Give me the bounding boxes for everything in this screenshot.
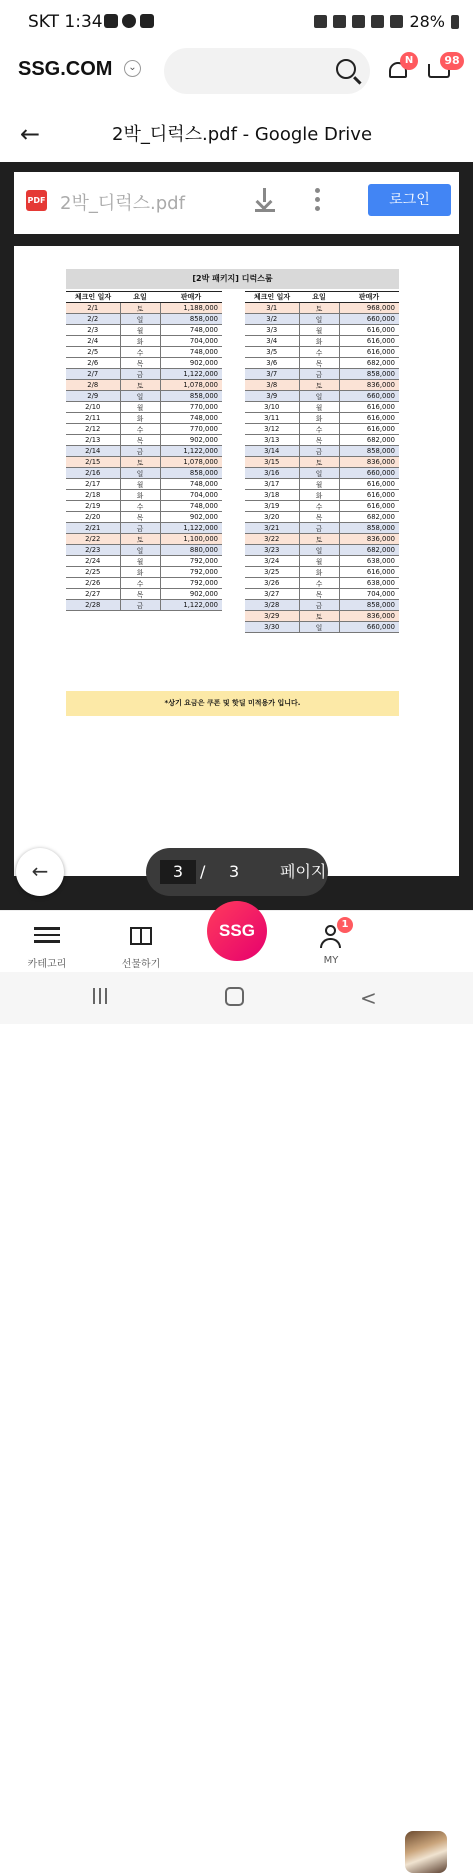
page-total: 3 — [229, 862, 240, 881]
price-cell: 770,000 — [160, 424, 222, 435]
price-cell: 682,000 — [339, 512, 399, 523]
day-cell: 월 — [299, 556, 339, 567]
day-cell: 월 — [299, 402, 339, 413]
login-button[interactable]: 로그인 — [368, 184, 451, 216]
table-row — [66, 303, 222, 314]
page-label: 페이지 — [280, 862, 327, 881]
price-cell: 748,000 — [160, 501, 222, 512]
status-bar — [0, 0, 473, 44]
day-cell: 화 — [299, 490, 339, 501]
day-cell: 목 — [120, 512, 160, 523]
table-row — [245, 347, 399, 358]
date-cell: 3/27 — [245, 589, 299, 600]
user-icon — [319, 919, 349, 949]
table-row — [245, 501, 399, 512]
table-row — [66, 567, 222, 578]
notification-badge: N — [400, 52, 418, 70]
more-options-icon[interactable] — [315, 188, 321, 212]
date-cell: 2/11 — [66, 413, 120, 424]
table-row — [245, 303, 399, 314]
date-cell: 3/19 — [245, 501, 299, 512]
table-row — [66, 380, 222, 391]
chevron-down-icon[interactable]: ⌄ — [124, 60, 141, 77]
table-row — [245, 545, 399, 556]
table-row — [245, 512, 399, 523]
day-cell: 목 — [120, 435, 160, 446]
day-cell: 토 — [299, 457, 339, 468]
date-cell: 3/20 — [245, 512, 299, 523]
date-cell: 2/14 — [66, 446, 120, 457]
date-cell: 2/6 — [66, 358, 120, 369]
table-row — [245, 336, 399, 347]
price-cell: 770,000 — [160, 402, 222, 413]
date-cell: 3/14 — [245, 446, 299, 457]
day-cell: 일 — [120, 314, 160, 325]
day-cell: 금 — [120, 369, 160, 380]
price-cell: 968,000 — [339, 303, 399, 314]
price-cell: 660,000 — [339, 468, 399, 479]
day-cell: 수 — [120, 578, 160, 589]
date-cell: 2/8 — [66, 380, 120, 391]
system-navigation-bar — [0, 972, 473, 1024]
price-cell: 902,000 — [160, 435, 222, 446]
table-row — [245, 457, 399, 468]
day-cell: 화 — [120, 336, 160, 347]
date-cell: 3/12 — [245, 424, 299, 435]
day-cell: 목 — [299, 512, 339, 523]
price-cell: 704,000 — [339, 589, 399, 600]
date-cell: 2/21 — [66, 523, 120, 534]
price-cell: 748,000 — [160, 347, 222, 358]
day-cell: 토 — [299, 303, 339, 314]
file-toolbar — [14, 172, 459, 234]
price-cell: 660,000 — [339, 391, 399, 402]
price-cell: 616,000 — [339, 413, 399, 424]
day-cell: 토 — [299, 534, 339, 545]
table-row — [245, 413, 399, 424]
recent-item-thumbnail[interactable] — [405, 1831, 447, 1873]
cart-badge: 98 — [440, 52, 464, 70]
table-row — [245, 556, 399, 567]
price-cell: 660,000 — [339, 314, 399, 325]
day-cell: 월 — [120, 325, 160, 336]
table-row — [66, 358, 222, 369]
date-cell: 2/28 — [66, 600, 120, 611]
day-cell: 월 — [120, 402, 160, 413]
day-cell: 일 — [299, 468, 339, 479]
day-cell: 수 — [299, 424, 339, 435]
date-cell: 2/19 — [66, 501, 120, 512]
day-cell: 토 — [299, 611, 339, 622]
date-cell: 3/26 — [245, 578, 299, 589]
date-cell: 3/29 — [245, 611, 299, 622]
day-cell: 수 — [120, 501, 160, 512]
ssg-header — [0, 44, 473, 100]
table-row — [245, 314, 399, 325]
price-cell: 858,000 — [160, 391, 222, 402]
table-row — [245, 567, 399, 578]
table-row — [66, 336, 222, 347]
status-time: SKT 1:34 — [28, 12, 103, 32]
date-cell: 2/2 — [66, 314, 120, 325]
day-cell: 금 — [120, 600, 160, 611]
table-row — [245, 446, 399, 457]
price-cell: 836,000 — [339, 457, 399, 468]
recents-icon[interactable] — [93, 988, 111, 1006]
price-cell: 616,000 — [339, 347, 399, 358]
table-row — [245, 424, 399, 435]
youtube-icon — [140, 14, 154, 28]
price-cell: 616,000 — [339, 490, 399, 501]
day-cell: 월 — [299, 325, 339, 336]
day-cell: 월 — [299, 479, 339, 490]
table-row — [245, 600, 399, 611]
day-cell: 수 — [120, 424, 160, 435]
day-cell: 일 — [120, 391, 160, 402]
date-cell: 3/30 — [245, 622, 299, 633]
table-row — [66, 490, 222, 501]
pdf-viewer — [0, 162, 473, 910]
table-row — [245, 380, 399, 391]
date-cell: 3/5 — [245, 347, 299, 358]
signal-icon — [390, 15, 403, 28]
table-row — [66, 589, 222, 600]
price-cell: 858,000 — [339, 523, 399, 534]
price-cell: 1,122,000 — [160, 600, 222, 611]
column-header-price: 판매가 — [339, 292, 399, 303]
date-cell: 2/3 — [66, 325, 120, 336]
search-input[interactable] — [164, 48, 370, 94]
price-cell: 616,000 — [339, 567, 399, 578]
column-header-date: 체크인 일자 — [245, 292, 299, 303]
table-row — [245, 534, 399, 545]
price-cell: 616,000 — [339, 336, 399, 347]
download-icon[interactable] — [254, 188, 276, 212]
price-cell: 1,122,000 — [160, 369, 222, 380]
gift-icon — [130, 927, 152, 945]
table-row — [245, 622, 399, 633]
table-row — [66, 391, 222, 402]
price-cell: 858,000 — [160, 314, 222, 325]
table-row — [245, 402, 399, 413]
date-cell: 3/1 — [245, 303, 299, 314]
table-row — [66, 523, 222, 534]
day-cell: 토 — [120, 380, 160, 391]
nav-gift-label: 선물하기 — [121, 959, 161, 970]
price-cell: 682,000 — [339, 545, 399, 556]
date-cell: 2/1 — [66, 303, 120, 314]
date-cell: 2/26 — [66, 578, 120, 589]
battery-text: 28% — [409, 12, 445, 31]
date-cell: 2/16 — [66, 468, 120, 479]
price-cell: 836,000 — [339, 380, 399, 391]
drive-title-bar — [0, 100, 473, 162]
table-row — [66, 413, 222, 424]
table-row — [66, 457, 222, 468]
home-icon[interactable] — [225, 987, 244, 1006]
date-cell: 2/9 — [66, 391, 120, 402]
alarm-icon — [333, 15, 346, 28]
price-cell: 616,000 — [339, 325, 399, 336]
table-row — [245, 391, 399, 402]
price-cell: 858,000 — [160, 468, 222, 479]
day-cell: 금 — [299, 523, 339, 534]
price-cell: 616,000 — [339, 479, 399, 490]
price-cell: 858,000 — [339, 600, 399, 611]
date-cell: 3/8 — [245, 380, 299, 391]
day-cell: 목 — [299, 358, 339, 369]
day-cell: 토 — [120, 534, 160, 545]
document-title: [2박 패키지] 디럭스룸 — [66, 269, 399, 289]
date-cell: 3/21 — [245, 523, 299, 534]
date-cell: 3/23 — [245, 545, 299, 556]
date-cell: 2/10 — [66, 402, 120, 413]
page-separator: / — [200, 862, 206, 881]
status-right — [314, 12, 459, 31]
table-row — [245, 435, 399, 446]
price-cell: 792,000 — [160, 556, 222, 567]
date-cell: 2/18 — [66, 490, 120, 501]
price-cell: 858,000 — [339, 446, 399, 457]
nav-category-label: 카테고리 — [27, 959, 67, 970]
table-row — [66, 578, 222, 589]
date-cell: 3/2 — [245, 314, 299, 325]
cart-button[interactable] — [428, 54, 460, 84]
column-header-day: 요일 — [120, 292, 160, 303]
date-cell: 2/13 — [66, 435, 120, 446]
price-cell: 638,000 — [339, 578, 399, 589]
price-cell: 792,000 — [160, 578, 222, 589]
date-cell: 2/4 — [66, 336, 120, 347]
price-cell: 836,000 — [339, 611, 399, 622]
date-cell: 3/28 — [245, 600, 299, 611]
date-cell: 3/7 — [245, 369, 299, 380]
day-cell: 화 — [120, 567, 160, 578]
table-row — [245, 369, 399, 380]
date-cell: 2/12 — [66, 424, 120, 435]
wifi-icon — [371, 15, 384, 28]
date-cell: 2/7 — [66, 369, 120, 380]
page-indicator[interactable] — [146, 848, 328, 896]
table-row — [66, 501, 222, 512]
date-cell: 2/23 — [66, 545, 120, 556]
day-cell: 토 — [120, 303, 160, 314]
table-row — [66, 534, 222, 545]
day-cell: 수 — [299, 578, 339, 589]
day-cell: 화 — [120, 413, 160, 424]
date-cell: 3/22 — [245, 534, 299, 545]
back-fab-arrow-icon[interactable]: ← — [16, 848, 64, 896]
table-row — [245, 490, 399, 501]
price-cell: 1,078,000 — [160, 380, 222, 391]
date-cell: 3/9 — [245, 391, 299, 402]
price-cell: 748,000 — [160, 413, 222, 424]
back-chevron-icon[interactable]: < — [360, 986, 377, 1010]
day-cell: 화 — [299, 336, 339, 347]
price-cell: 858,000 — [339, 369, 399, 380]
search-icon[interactable] — [336, 59, 356, 79]
day-cell: 일 — [299, 545, 339, 556]
date-cell: 2/17 — [66, 479, 120, 490]
day-cell: 금 — [120, 446, 160, 457]
day-cell: 월 — [120, 479, 160, 490]
day-cell: 수 — [120, 347, 160, 358]
date-cell: 3/17 — [245, 479, 299, 490]
price-table-february — [66, 291, 222, 611]
price-cell: 1,188,000 — [160, 303, 222, 314]
price-cell: 836,000 — [339, 534, 399, 545]
table-row — [66, 435, 222, 446]
table-row — [245, 589, 399, 600]
price-cell: 1,078,000 — [160, 457, 222, 468]
day-cell: 금 — [299, 446, 339, 457]
mute-icon — [352, 15, 365, 28]
price-cell: 704,000 — [160, 336, 222, 347]
table-row — [66, 314, 222, 325]
price-cell: 682,000 — [339, 435, 399, 446]
price-cell: 704,000 — [160, 490, 222, 501]
date-cell: 2/22 — [66, 534, 120, 545]
price-note: *상기 요금은 쿠폰 및 핫딜 미적용가 입니다. — [66, 691, 399, 716]
date-cell: 3/10 — [245, 402, 299, 413]
date-cell: 3/6 — [245, 358, 299, 369]
pdf-file-icon: PDF — [26, 190, 47, 211]
day-cell: 토 — [299, 380, 339, 391]
price-cell: 748,000 — [160, 479, 222, 490]
day-cell: 일 — [299, 622, 339, 633]
date-cell: 3/25 — [245, 567, 299, 578]
day-cell: 화 — [299, 413, 339, 424]
price-cell: 616,000 — [339, 424, 399, 435]
day-cell: 수 — [299, 501, 339, 512]
date-cell: 3/18 — [245, 490, 299, 501]
day-cell: 월 — [120, 556, 160, 567]
day-cell: 금 — [299, 369, 339, 380]
date-cell: 2/27 — [66, 589, 120, 600]
date-cell: 2/24 — [66, 556, 120, 567]
date-cell: 3/16 — [245, 468, 299, 479]
back-arrow-icon[interactable]: ← — [20, 120, 41, 148]
nav-my-label: MY — [323, 955, 339, 966]
notification-button[interactable] — [387, 55, 414, 82]
day-cell: 목 — [299, 589, 339, 600]
price-cell: 616,000 — [339, 501, 399, 512]
price-cell: 880,000 — [160, 545, 222, 556]
price-cell: 660,000 — [339, 622, 399, 633]
date-cell: 3/11 — [245, 413, 299, 424]
day-cell: 일 — [299, 314, 339, 325]
price-cell: 902,000 — [160, 512, 222, 523]
table-row — [245, 578, 399, 589]
date-cell: 3/15 — [245, 457, 299, 468]
lock-icon — [314, 15, 327, 28]
date-cell: 2/25 — [66, 567, 120, 578]
price-cell: 1,100,000 — [160, 534, 222, 545]
table-row — [66, 424, 222, 435]
price-cell: 1,122,000 — [160, 523, 222, 534]
gallery-icon — [104, 14, 118, 28]
table-row — [66, 600, 222, 611]
column-header-date: 체크인 일자 — [66, 292, 120, 303]
column-header-price: 판매가 — [160, 292, 222, 303]
day-cell: 목 — [120, 358, 160, 369]
table-row — [66, 446, 222, 457]
menu-icon — [34, 923, 60, 943]
date-cell: 2/5 — [66, 347, 120, 358]
page-title: 2박_디럭스.pdf - Google Drive — [112, 124, 373, 145]
date-cell: 2/20 — [66, 512, 120, 523]
date-cell: 3/4 — [245, 336, 299, 347]
day-cell: 금 — [299, 600, 339, 611]
price-cell: 616,000 — [339, 402, 399, 413]
day-cell: 화 — [299, 567, 339, 578]
pdf-page — [14, 246, 459, 876]
price-table-march — [245, 291, 399, 633]
price-cell: 682,000 — [339, 358, 399, 369]
price-cell: 902,000 — [160, 358, 222, 369]
day-cell: 화 — [120, 490, 160, 501]
day-cell: 일 — [120, 468, 160, 479]
table-row — [66, 468, 222, 479]
table-row — [66, 512, 222, 523]
price-cell: 748,000 — [160, 325, 222, 336]
battery-icon — [451, 15, 459, 29]
day-cell: 일 — [299, 391, 339, 402]
table-row — [245, 358, 399, 369]
table-row — [66, 545, 222, 556]
table-row — [245, 611, 399, 622]
talk-icon — [122, 14, 136, 28]
table-row — [245, 325, 399, 336]
table-row — [66, 556, 222, 567]
table-row — [66, 479, 222, 490]
column-header-day: 요일 — [299, 292, 339, 303]
price-cell: 792,000 — [160, 567, 222, 578]
date-cell: 2/15 — [66, 457, 120, 468]
price-cell: 638,000 — [339, 556, 399, 567]
file-name: 2박_디럭스.pdf — [60, 193, 185, 214]
page-current[interactable]: 3 — [160, 860, 196, 884]
day-cell: 수 — [299, 347, 339, 358]
table-row — [66, 325, 222, 336]
day-cell: 토 — [120, 457, 160, 468]
table-row — [245, 479, 399, 490]
ssg-logo[interactable]: SSG.COM — [18, 58, 113, 80]
day-cell: 목 — [120, 589, 160, 600]
table-row — [66, 402, 222, 413]
ssg-home-button[interactable]: SSG — [207, 901, 267, 961]
table-row — [245, 523, 399, 534]
day-cell: 목 — [299, 435, 339, 446]
table-row — [66, 347, 222, 358]
my-badge: 1 — [337, 917, 353, 933]
day-cell: 일 — [120, 545, 160, 556]
price-cell: 1,122,000 — [160, 446, 222, 457]
day-cell: 금 — [120, 523, 160, 534]
date-cell: 3/13 — [245, 435, 299, 446]
table-row — [66, 369, 222, 380]
date-cell: 3/24 — [245, 556, 299, 567]
date-cell: 3/3 — [245, 325, 299, 336]
price-cell: 902,000 — [160, 589, 222, 600]
table-row — [245, 468, 399, 479]
